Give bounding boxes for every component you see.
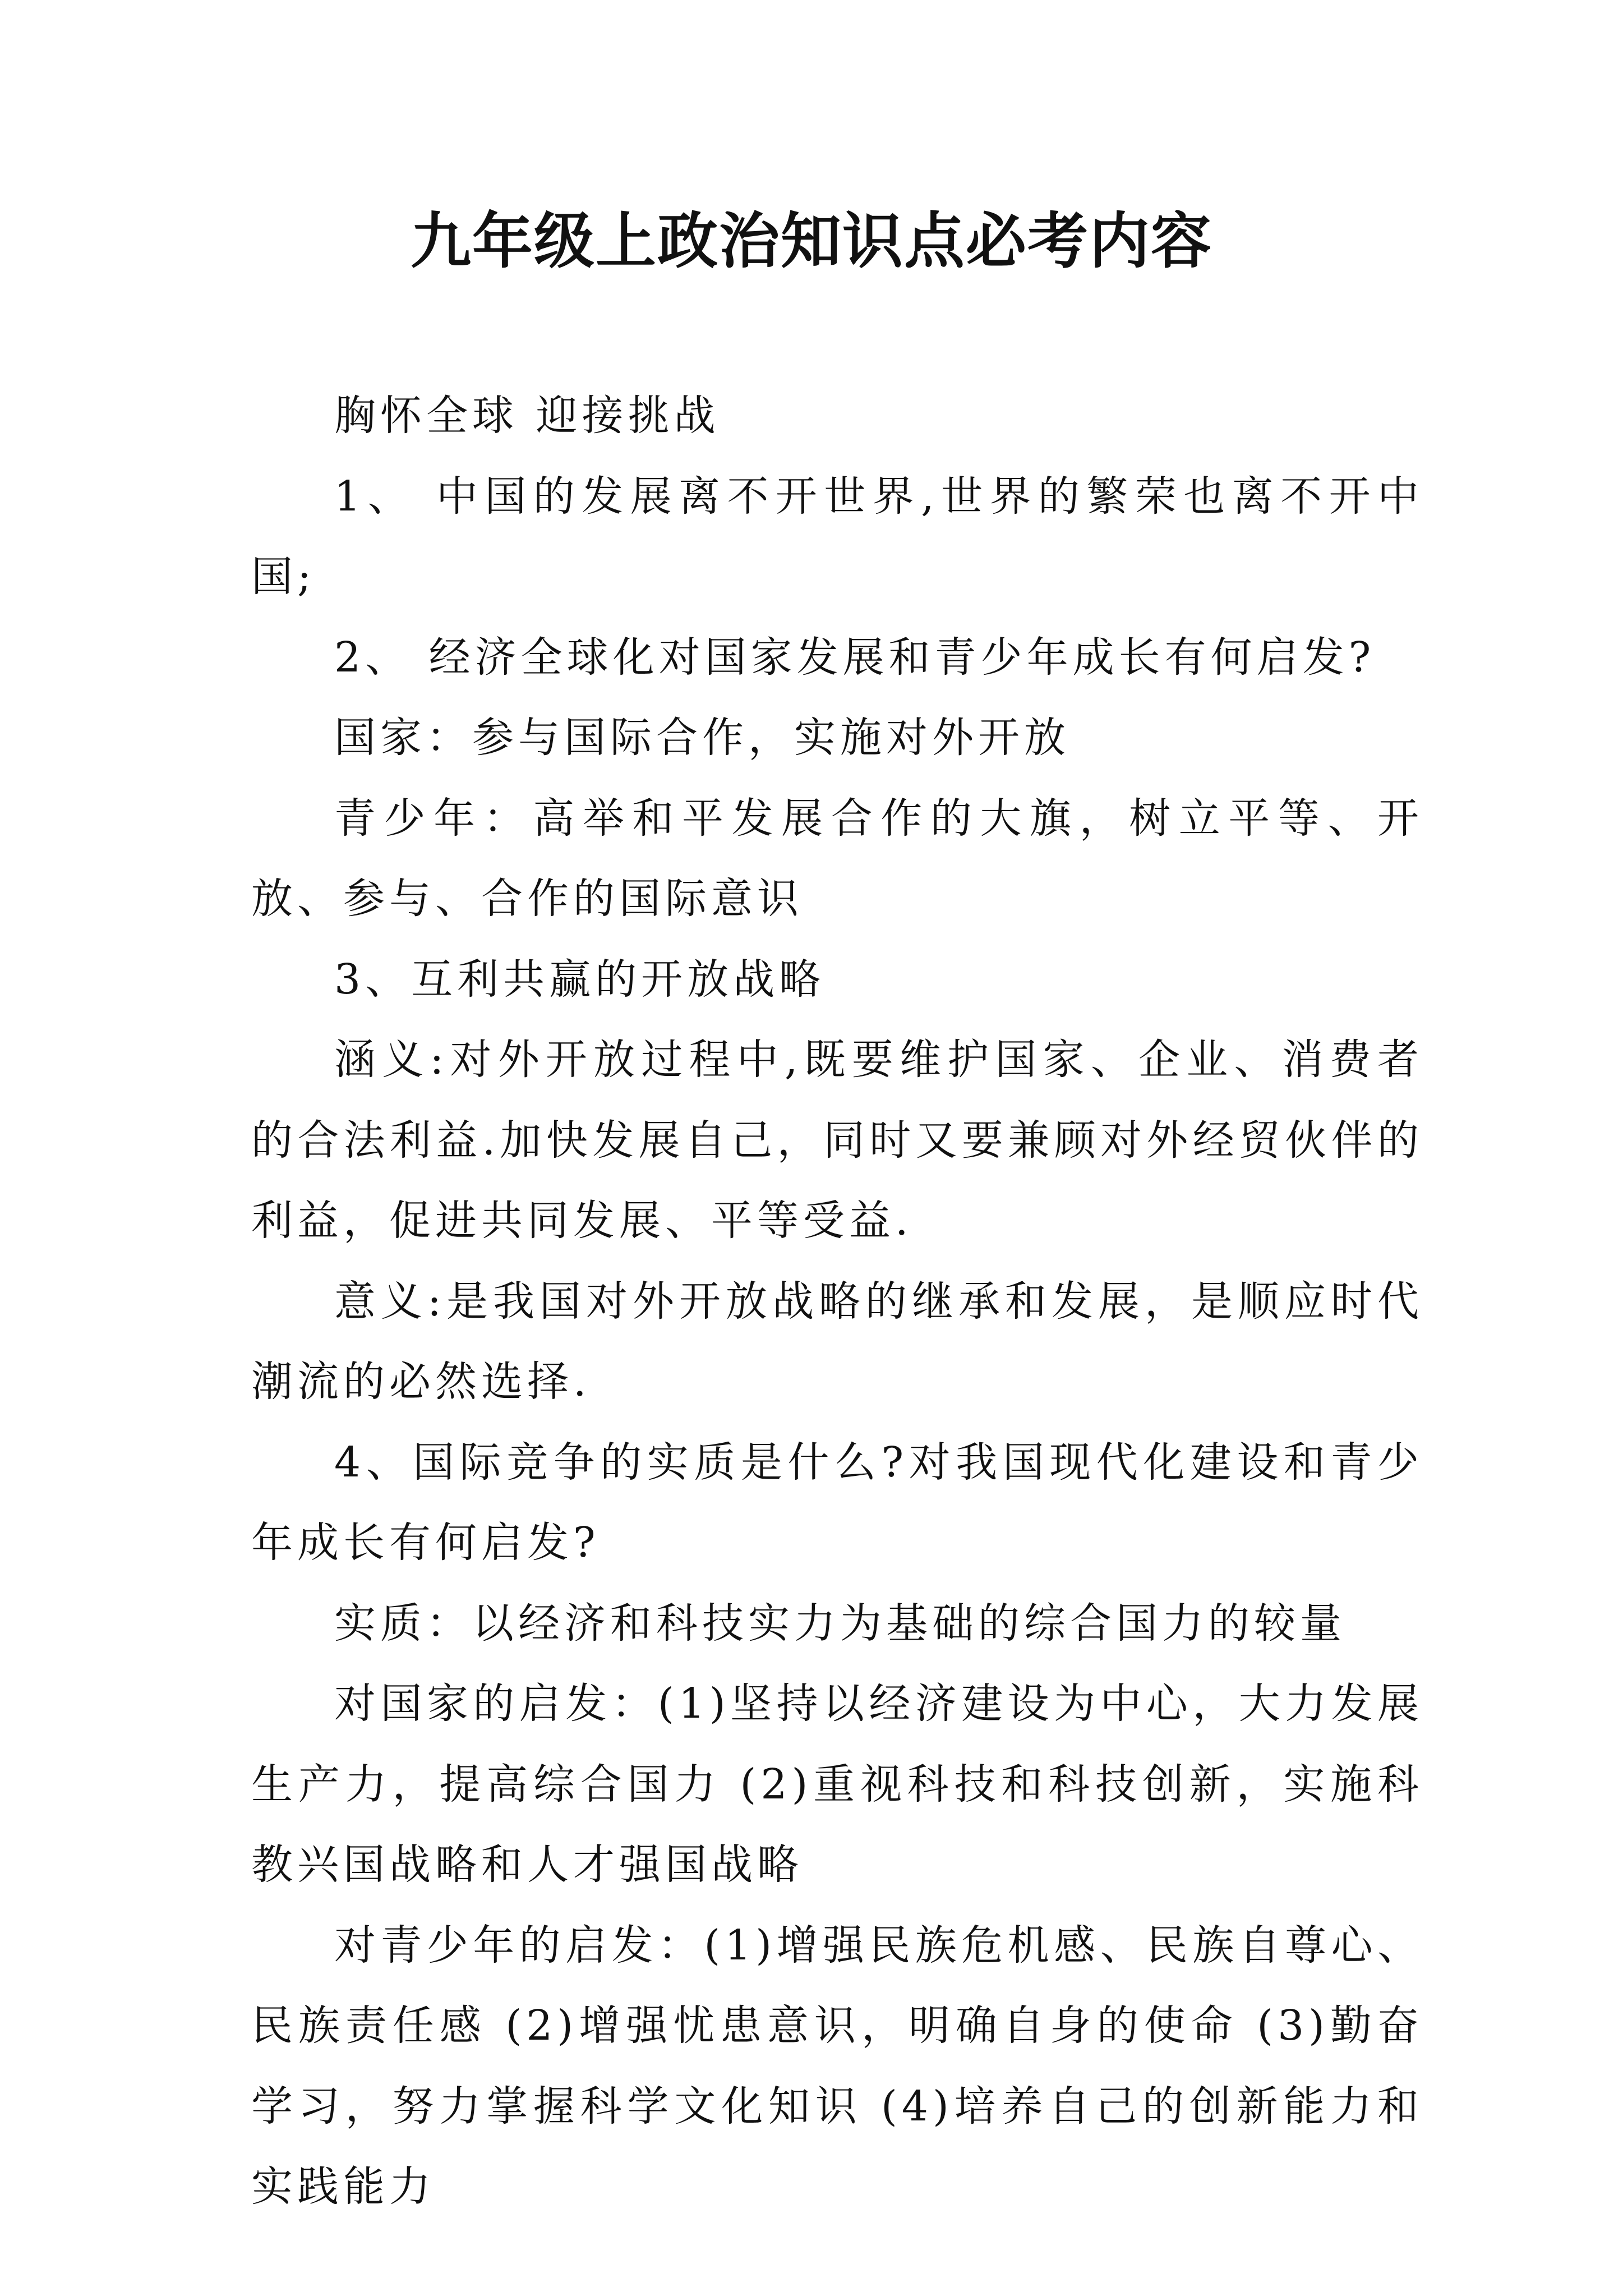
document-title: 九年级上政治知识点必考内容 bbox=[410, 206, 1212, 277]
paragraph: 4、国际竞争的实质是什么?对我国现代化建设和青少年成长有何启发? bbox=[251, 1438, 1423, 1567]
paragraph: 1、 中国的发展离不开世界,世界的繁荣也离不开中国; bbox=[251, 472, 1423, 601]
paragraph: 实质：以经济和科技实力为基础的综合国力的较量 bbox=[334, 1599, 1346, 1648]
section-heading: 胸怀全球 迎接挑战 bbox=[334, 392, 720, 440]
paragraph: 2、 经济全球化对国家发展和青少年成长有何启发? bbox=[334, 633, 1376, 682]
paragraph: 意义:是我国对外开放战略的继承和发展，是顺应时代潮流的必然选择. bbox=[251, 1277, 1423, 1406]
paragraph: 3、互利共赢的开放战略 bbox=[334, 955, 826, 1004]
paragraph: 对国家的启发：(1)坚持以经济建设为中心，大力发展生产力，提高综合国力 (2)重视科技和科技创新，实施科教兴国战略和人才强国战略 bbox=[251, 1680, 1423, 1889]
paragraph: 国家：参与国际合作，实施对外开放 bbox=[334, 714, 1070, 762]
paragraph: 对青少年的启发：(1)增强民族危机感、民族自尊心、民族责任感 (2)增强忧患意识，明确自身的使命 (3)勤奋学习，努力掌握科学文化知识 (4)培养自己的创新能力和实践能力 bbox=[251, 1921, 1423, 2211]
document-body bbox=[251, 376, 1423, 2228]
paragraph: 青少年：高举和平发展合作的大旗，树立平等、开放、参与、合作的国际意识 bbox=[251, 794, 1423, 923]
paragraph: 涵义:对外开放过程中,既要维护国家、企业、消费者的合法利益.加快发展自己，同时又要兼顾对外经贸伙伴的利益，促进共同发展、平等受益. bbox=[251, 1036, 1423, 1245]
